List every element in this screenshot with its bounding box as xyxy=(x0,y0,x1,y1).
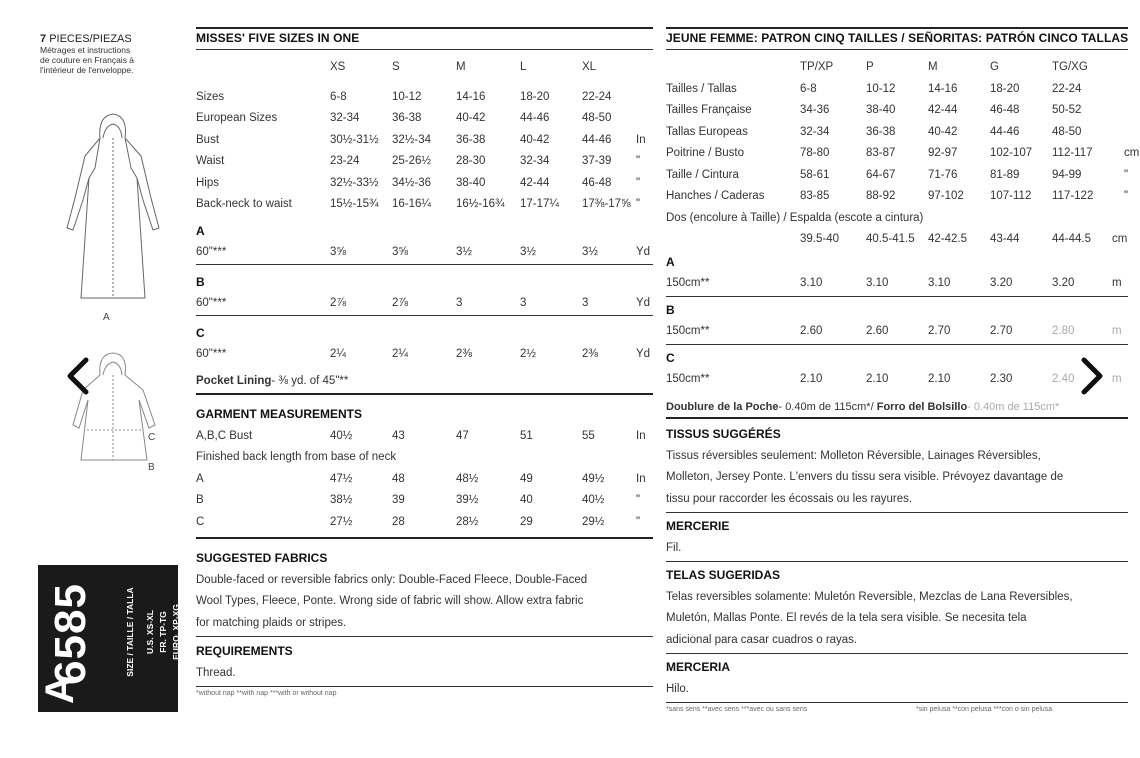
fr-body-measure-label: Hanches / Caderas xyxy=(666,190,765,202)
yardage-value: 2⅞ xyxy=(330,297,346,309)
body-measure-value: 15½-15¾ xyxy=(330,198,379,210)
length-rows xyxy=(196,469,656,534)
section-rule xyxy=(666,653,1128,654)
body-measure-value: 42-44 xyxy=(520,176,550,189)
fr-body-measure-value: 36-38 xyxy=(866,125,896,138)
requirements-text: Thread. xyxy=(196,666,236,679)
french-note-line: Métrages et instructions xyxy=(40,45,131,55)
merceria-text: Hilo. xyxy=(666,682,690,695)
section-rule xyxy=(666,417,1128,419)
french-footnotes xyxy=(666,703,1131,717)
fr-body-measure-value: 112-117 xyxy=(1052,147,1093,159)
next-button[interactable] xyxy=(1076,356,1106,396)
fr-meter-value: 2.70 xyxy=(928,325,951,337)
fr-body-measure-row xyxy=(666,100,1131,122)
telas-title: TELAS SUGERIDAS xyxy=(666,568,781,582)
fr-fabric-width: 150cm** xyxy=(666,373,710,385)
back-length-label: C xyxy=(196,515,205,528)
french-title-rule xyxy=(666,49,1128,50)
es-pocket-label: Forro del Bolsillo xyxy=(876,401,968,413)
body-measure-value: 17⅜-17⅝ xyxy=(582,198,631,210)
yardage-value: 3⅝ xyxy=(392,246,408,258)
fr-body-measure-row xyxy=(666,122,1131,144)
dos-label-row xyxy=(666,208,1131,230)
french-top-rule xyxy=(666,27,1128,29)
body-measure-label: Hips xyxy=(196,176,220,189)
french-title: JEUNE FEMME: PATRON CINQ TAILLES / SEÑORITAS: PATRÓN CINCO TALLAS xyxy=(666,31,1129,45)
size-col-tg: TG/XG xyxy=(1052,61,1088,73)
size-col-m: M xyxy=(456,61,466,73)
back-length-row xyxy=(196,469,656,491)
back-length-value: 28½ xyxy=(456,515,479,528)
body-measure-value: 6-8 xyxy=(330,90,347,103)
section-rule xyxy=(196,537,653,539)
view-b-label: B xyxy=(148,462,155,473)
back-length-value: 48 xyxy=(392,472,405,485)
body-measure-label: European Sizes xyxy=(196,112,278,124)
fabric-text-line: Double-faced or reversible fabrics only: Double-Faced Fleece, Double-Faced xyxy=(196,573,588,586)
size-fr-value: TP-TG xyxy=(158,611,168,637)
fr-pocket xyxy=(666,397,1131,417)
body-measure-row xyxy=(196,108,656,130)
view-b-heading: B xyxy=(196,275,205,289)
fr-meter-value: 2.40 xyxy=(1052,373,1075,385)
row-rule xyxy=(666,296,1128,297)
telas-line: adicional para casar cuadros o rayas. xyxy=(666,633,858,646)
yardage-value: 3½ xyxy=(520,246,536,258)
back-length-unit: " xyxy=(636,515,641,528)
english-top-rule xyxy=(196,27,653,29)
body-measure-unit: " xyxy=(636,198,641,210)
yardage-unit: Yd xyxy=(636,246,651,258)
garment-measurements xyxy=(196,404,656,539)
fr-view-heading: B xyxy=(666,303,675,317)
size-us xyxy=(145,572,155,692)
yardage-value: 3 xyxy=(520,297,527,309)
pieces-count: 7 xyxy=(40,33,47,45)
row-rule xyxy=(196,264,653,265)
yardage-value: 2⅞ xyxy=(392,297,408,309)
french-meterage xyxy=(666,253,1131,419)
fr-body-measure-value: 97-102 xyxy=(928,190,964,202)
body-measure-value: 17-17¼ xyxy=(520,198,560,210)
garment-value: 51 xyxy=(520,429,533,442)
body-measure-label: Sizes xyxy=(196,90,225,103)
garment-value: 40½ xyxy=(330,429,353,442)
size-euro-label: EURO. xyxy=(171,632,181,660)
fr-body-measure-value: 40-42 xyxy=(928,125,958,138)
fr-meter-value: 2.10 xyxy=(800,373,823,385)
back-length-value: 48½ xyxy=(456,472,479,485)
french-body-rows xyxy=(666,79,1140,208)
body-measure-value: 36-38 xyxy=(456,133,486,146)
fr-body-measure-value: 38-40 xyxy=(866,104,896,116)
prev-button[interactable] xyxy=(64,356,94,396)
view-a-label: A xyxy=(103,312,110,323)
body-measure-value: 32-34 xyxy=(520,155,550,167)
tissus-title: TISSUS SUGGÉRÉS xyxy=(666,427,781,441)
pocket-lining xyxy=(196,370,656,392)
body-measure-value: 23-24 xyxy=(330,155,360,167)
fr-body-measure-value: 22-24 xyxy=(1052,82,1082,95)
fr-body-measure-value: 71-76 xyxy=(928,168,958,181)
merceria-title: MERCERIA xyxy=(666,660,731,674)
back-length-value: 39½ xyxy=(456,494,479,506)
back-length-value: 40 xyxy=(520,494,533,506)
fr-body-measure-row xyxy=(666,79,1131,101)
fr-body-measure-label: Tailles Française xyxy=(666,104,752,116)
fr-body-measure-label: Taille / Cintura xyxy=(666,168,739,181)
fr-view-heading: A xyxy=(666,255,675,269)
back-length-value: 49 xyxy=(520,472,533,485)
fr-body-measure-label: Tallas Europeas xyxy=(666,125,748,138)
body-measure-value: 10-12 xyxy=(392,90,422,103)
size-col-tp: TP/XP xyxy=(800,61,834,73)
dos-value: 39.5-40 xyxy=(800,233,840,245)
yardage-unit: Yd xyxy=(636,297,651,309)
french-fabrics xyxy=(666,424,1131,717)
tissus-line: Tissus réversibles seulement: Molleton Réversible, Lainages Réversibles, xyxy=(666,449,1041,462)
body-measure-value: 28-30 xyxy=(456,155,486,167)
fr-body-measure-unit: cm xyxy=(1124,147,1140,159)
english-title-rule xyxy=(196,49,653,50)
english-size-table xyxy=(196,57,656,216)
fabric-text-line: for matching plaids or stripes. xyxy=(196,616,347,629)
section-rule xyxy=(196,636,653,637)
size-range-label: SIZE / TAILLE / TALLA xyxy=(125,587,135,677)
size-col-s: S xyxy=(392,61,400,73)
back-length-value: 47½ xyxy=(330,472,353,485)
yardage-value: 3½ xyxy=(582,246,598,258)
fr-view-row xyxy=(666,253,1131,301)
garment-bust-row xyxy=(196,426,656,448)
size-col-l: L xyxy=(520,61,527,73)
garment-value: 55 xyxy=(582,429,595,442)
pieces-label: PIECES/PIEZAS xyxy=(49,33,132,45)
fr-body-measure-value: 58-61 xyxy=(800,168,830,181)
chevron-right-icon xyxy=(1076,356,1106,396)
yardage-value: 3 xyxy=(456,297,463,309)
back-length-value: 29½ xyxy=(582,515,605,528)
pieces-info xyxy=(40,33,190,75)
fr-body-measure-value: 107-112 xyxy=(990,190,1032,202)
view-a-illustration xyxy=(55,108,165,308)
body-measure-value: 44-46 xyxy=(582,133,612,146)
fr-meter-value: 2.10 xyxy=(866,373,889,385)
pocket-lining-label: Pocket Lining xyxy=(196,375,272,387)
view-row-b xyxy=(196,275,656,320)
body-measure-value: 40-42 xyxy=(520,133,550,146)
garment-unit: In xyxy=(636,429,646,442)
mercerie-text: Fil. xyxy=(666,541,682,554)
back-length-row xyxy=(196,512,656,534)
es-pocket-value: - 0.40m de 115cm* xyxy=(967,401,1060,413)
fr-body-measure-value: 46-48 xyxy=(990,104,1020,116)
fr-body-measure-row xyxy=(666,143,1140,165)
fr-body-measure-value: 44-46 xyxy=(990,125,1020,138)
size-header-row xyxy=(196,57,656,79)
mercerie-title: MERCERIE xyxy=(666,519,730,533)
pocket-lining-value: - ⅜ yd. of 45"** xyxy=(271,375,349,387)
yardage-value: 3½ xyxy=(456,246,472,258)
fr-body-measure-value: 42-44 xyxy=(928,104,958,116)
fr-body-measure-unit: " xyxy=(1124,190,1129,202)
english-footnote: *without nap **with nap ***with or without nap xyxy=(196,690,337,697)
body-measure-row xyxy=(196,87,656,109)
fr-body-measure-value: 18-20 xyxy=(990,82,1020,95)
body-measure-label: Waist xyxy=(196,155,225,167)
back-length-row xyxy=(196,490,656,512)
body-measure-value: 40-42 xyxy=(456,112,486,124)
yardage-value: 2½ xyxy=(520,348,536,360)
body-measure-value: 16-16¼ xyxy=(392,198,432,210)
size-euro xyxy=(171,572,181,692)
garment-value: 43 xyxy=(392,429,405,442)
body-measure-value: 14-16 xyxy=(456,90,486,103)
fabric-text-line: Wool Types, Fleece, Ponte. Wrong side of fabric will show. Allow extra fabric xyxy=(196,595,584,607)
fr-meter-value: 3.20 xyxy=(990,277,1013,289)
row-rule xyxy=(666,344,1128,345)
fr-body-measure-value: 48-50 xyxy=(1052,125,1082,138)
pattern-number-badge xyxy=(37,565,181,712)
fr-body-measure-unit: " xyxy=(1124,168,1129,181)
dos-unit: cm xyxy=(1112,233,1128,245)
fr-body-measure-value: 92-97 xyxy=(928,147,958,159)
fr-body-measure-value: 64-67 xyxy=(866,168,896,181)
fr-body-measure-row xyxy=(666,186,1131,208)
body-measure-value: 30½-31½ xyxy=(330,133,379,146)
fr-body-measure-value: 83-87 xyxy=(866,147,896,159)
dos-value: 43-44 xyxy=(990,233,1020,245)
size-col-p: P xyxy=(866,61,874,73)
english-yardage xyxy=(196,224,656,395)
fr-view-row xyxy=(666,301,1131,349)
garment-title: GARMENT MEASUREMENTS xyxy=(196,407,363,421)
pattern-number: 6585 xyxy=(46,583,95,685)
section-rule xyxy=(196,686,653,687)
yardage-value: 2¼ xyxy=(330,348,346,360)
spanish-footnote: *sin pelusa **con pelusa ***con o sin pelusa xyxy=(916,706,1053,713)
back-length-value: 28 xyxy=(392,515,405,528)
french-note-line: l'intérieur de l'enveloppe. xyxy=(40,65,134,75)
fabric-width: 60"*** xyxy=(196,297,227,309)
size-col-xs: XS xyxy=(330,61,346,73)
section-rule xyxy=(666,512,1128,513)
fr-meter-value: 3.10 xyxy=(928,277,951,289)
yardage-value: 2⅜ xyxy=(456,348,472,360)
fr-meter-value: 3.20 xyxy=(1052,277,1075,289)
fr-body-measure-label: Tailles / Tallas xyxy=(666,82,737,95)
fr-pocket-label: Doublure de la Poche xyxy=(666,401,779,413)
body-measure-value: 32½-33½ xyxy=(330,176,379,189)
body-measure-value: 32-34 xyxy=(330,112,360,124)
garment-value: 47 xyxy=(456,429,469,442)
size-fr-label: FR. xyxy=(158,639,168,653)
fr-meter-value: 2.60 xyxy=(866,325,889,337)
size-col-xl: XL xyxy=(582,61,597,73)
english-title: MISSES' FIVE SIZES IN ONE xyxy=(196,31,360,45)
back-length-value: 39 xyxy=(392,494,405,506)
view-c-heading: C xyxy=(196,326,205,340)
yardage-unit: Yd xyxy=(636,348,651,360)
fr-body-measure-value: 94-99 xyxy=(1052,168,1082,181)
body-measure-value: 16½-16¾ xyxy=(456,198,505,210)
dos-value: 42-42.5 xyxy=(928,233,968,245)
fr-body-measure-value: 83-85 xyxy=(800,190,830,202)
pieces-heading xyxy=(40,33,190,45)
fabric-width: 60"*** xyxy=(196,246,227,258)
fr-meter-value: 2.80 xyxy=(1052,325,1075,337)
requirements-title: REQUIREMENTS xyxy=(196,644,293,658)
fr-body-measure-value: 50-52 xyxy=(1052,104,1082,116)
view-letter: A xyxy=(37,675,82,704)
fr-meter-value: 2.70 xyxy=(990,325,1013,337)
fr-meter-unit: m xyxy=(1112,277,1122,289)
body-measure-value: 36-38 xyxy=(392,112,422,124)
back-length-value: 49½ xyxy=(582,472,605,485)
fr-pocket-value: - 0.40m de 115cm*/ xyxy=(778,401,874,413)
garment-bust-label: A,B,C Bust xyxy=(196,429,253,442)
view-row-a xyxy=(196,224,656,269)
body-measure-row xyxy=(196,130,656,152)
body-measure-value: 46-48 xyxy=(582,176,612,189)
view-row-c xyxy=(196,326,656,370)
body-measure-row xyxy=(196,151,656,173)
back-length-unit: In xyxy=(636,472,646,485)
english-body-rows xyxy=(196,87,656,216)
body-measure-value: 18-20 xyxy=(520,90,550,103)
fr-body-measure-value: 102-107 xyxy=(990,147,1033,159)
back-length-value: 38½ xyxy=(330,494,353,506)
back-length-label: Finished back length from base of neck xyxy=(196,451,397,463)
french-views xyxy=(666,253,1131,397)
fr-view-row xyxy=(666,349,1131,397)
body-measure-label: Bust xyxy=(196,133,220,146)
fr-body-measure-value: 81-89 xyxy=(990,168,1020,181)
fr-meter-value: 3.10 xyxy=(866,277,889,289)
fr-body-measure-value: 34-36 xyxy=(800,104,830,116)
fr-body-measure-label: Poitrine / Busto xyxy=(666,147,744,159)
tissus-line: Molleton, Jersey Ponte. L'envers du tissu sera visible. Prévoyez davantage de xyxy=(666,471,1064,483)
fr-meter-value: 2.10 xyxy=(928,373,951,385)
section-rule xyxy=(196,393,653,395)
size-fr xyxy=(158,572,168,692)
fr-fabric-width: 150cm** xyxy=(666,325,710,337)
suggested-fabrics xyxy=(196,548,656,701)
dos-values-row xyxy=(666,229,1131,251)
chevron-left-icon xyxy=(64,356,94,396)
size-col-g: G xyxy=(990,61,999,73)
fabric-width: 60"*** xyxy=(196,348,227,360)
french-footnote: *sans sens **avec sens ***avec ou sans sens xyxy=(666,706,808,713)
body-measure-value: 44-46 xyxy=(520,112,550,124)
telas-line: Muletón, Mallas Ponte. El revés de la tela sera visible. Se necesita tela xyxy=(666,612,1027,624)
body-measure-value: 37-39 xyxy=(582,155,612,167)
dos-value: 44-44.5 xyxy=(1052,233,1092,245)
yardage-value: 2⅜ xyxy=(582,348,598,360)
body-measure-unit: " xyxy=(636,176,641,189)
fr-size-header-row xyxy=(666,57,1131,79)
size-euro-value: XP-XG xyxy=(171,604,181,631)
fr-meter-value: 2.30 xyxy=(990,373,1013,385)
body-measure-value: 25-26½ xyxy=(392,155,432,167)
yardage-value: 3 xyxy=(582,297,589,309)
body-measure-unit: In xyxy=(636,133,646,146)
fr-meter-unit: m xyxy=(1112,373,1122,385)
back-length-unit: " xyxy=(636,494,641,506)
size-us-value: XS-XL xyxy=(145,610,155,636)
fr-body-measure-value: 88-92 xyxy=(866,190,896,202)
body-measure-value: 38-40 xyxy=(456,176,486,189)
dos-value: 40.5-41.5 xyxy=(866,233,915,245)
body-measure-value: 48-50 xyxy=(582,112,612,124)
view-a-heading: A xyxy=(196,224,205,238)
row-rule xyxy=(196,315,653,316)
telas-line: Telas reversibles solamente: Muletón Reversible, Mezclas de Lana Reversibles, xyxy=(666,590,1073,603)
fr-meter-unit: m xyxy=(1112,325,1122,337)
fr-body-measure-value: 6-8 xyxy=(800,82,817,95)
fr-meter-value: 3.10 xyxy=(800,277,823,289)
body-measure-value: 22-24 xyxy=(582,90,612,103)
back-length-label: A xyxy=(196,472,204,485)
fr-fabric-width: 150cm** xyxy=(666,277,710,289)
body-measure-unit: " xyxy=(636,155,641,167)
yardage-value: 3⅝ xyxy=(330,246,346,258)
size-col-m: M xyxy=(928,61,938,73)
fr-body-measure-value: 10-12 xyxy=(866,82,896,95)
back-length-value: 27½ xyxy=(330,515,353,528)
back-length-label: B xyxy=(196,494,204,506)
body-measure-label: Back-neck to waist xyxy=(196,198,292,210)
fr-body-measure-value: 117-122 xyxy=(1052,190,1094,202)
view-c-label: C xyxy=(148,432,156,443)
tissus-line: tissu pour raccorder les écossais ou les rayures. xyxy=(666,492,913,505)
body-measure-value: 32½-34 xyxy=(392,133,432,146)
suggested-fabrics-title: SUGGESTED FABRICS xyxy=(196,551,328,565)
body-measure-value: 34½-36 xyxy=(392,176,432,189)
back-length-value: 29 xyxy=(520,515,533,528)
french-note-line: de couture en Français à xyxy=(40,55,135,65)
dos-label: Dos (encolure à Taille) / Espalda (escote a cintura) xyxy=(666,211,924,224)
fr-body-measure-value: 32-34 xyxy=(800,125,830,138)
fr-body-measure-value: 14-16 xyxy=(928,82,958,95)
yardage-value: 2¼ xyxy=(392,348,408,360)
french-size-table xyxy=(666,57,1140,251)
fr-body-measure-value: 78-80 xyxy=(800,147,830,159)
fr-body-measure-row xyxy=(666,165,1131,187)
body-measure-row xyxy=(196,173,656,195)
fr-view-heading: C xyxy=(666,351,675,365)
body-measure-row xyxy=(196,194,656,216)
size-us-label: U.S. xyxy=(145,637,155,654)
section-rule xyxy=(666,561,1128,562)
back-length-value: 40½ xyxy=(582,494,605,506)
fr-meter-value: 2.60 xyxy=(800,325,823,337)
